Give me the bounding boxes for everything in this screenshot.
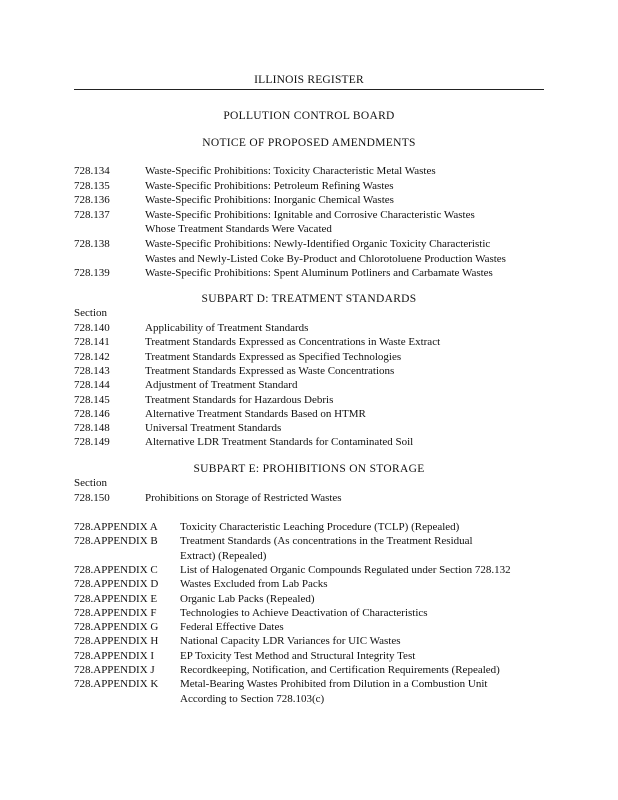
section-entry-title: Wastes and Newly-Listed Coke By-Product and Chlorotoluene Production Wastes	[145, 252, 506, 265]
section-entry-number: 728.134	[74, 165, 110, 177]
appendix-entry-title: Treatment Standards (As concentrations in the Treatment Residual	[180, 535, 473, 548]
section-entry-title: Waste-Specific Prohibitions: Spent Aluminum Potliners and Carbamate Wastes	[145, 267, 493, 280]
appendix-entry-title: According to Section 728.103(c)	[180, 692, 325, 705]
section-entry-number: 728.144	[74, 379, 110, 392]
section-entry-title: Waste-Specific Prohibitions: Newly-Identified Organic Toxicity Characteristic	[145, 238, 491, 250]
section-entry-number: 728.149	[74, 436, 110, 449]
section-entry-number: 728.137	[74, 208, 110, 221]
section-entry-title: Prohibitions on Storage of Restricted Wastes	[145, 492, 342, 504]
section-entry-number: 728.143	[74, 364, 110, 377]
appendix-entry-number: 728.APPENDIX I	[74, 649, 155, 662]
appendix-entry-number: 728.APPENDIX E	[74, 592, 158, 605]
section-entry-number: 728.135	[74, 179, 110, 192]
subpart-d-title: SUBPART D: TREATMENT STANDARDS	[201, 293, 417, 305]
section-entry-number: 728.142	[74, 350, 110, 363]
board-title: POLLUTION CONTROL BOARD	[223, 110, 395, 122]
appendix-entry-title: Organic Lab Packs (Repealed)	[180, 592, 315, 605]
section-entry-number: 728.139	[74, 267, 110, 280]
section-entry-number: 728.150	[74, 492, 110, 504]
section-entry-title: Treatment Standards Expressed as Specified Technologies	[145, 350, 402, 363]
section-entry-title: Waste-Specific Prohibitions: Toxicity Characteristic Metal Wastes	[145, 165, 436, 177]
appendix-entry-number: 728.APPENDIX F	[74, 606, 157, 619]
section-entry-title: Waste-Specific Prohibitions: Ignitable and Corrosive Characteristic Wastes	[145, 208, 475, 221]
section-entry-number: 728.136	[74, 194, 110, 207]
appendix-entry-number: 728.APPENDIX C	[74, 563, 158, 576]
appendix-entry-number: 728.APPENDIX J	[74, 664, 155, 676]
appendix-entry-number: 728.APPENDIX A	[74, 521, 158, 533]
appendix-entry-number: 728.APPENDIX K	[74, 678, 159, 691]
section-entry-title: Applicability of Treatment Standards	[145, 322, 309, 334]
section-entry-number: 728.141	[74, 336, 110, 349]
appendix-entry-number: 728.APPENDIX H	[74, 635, 159, 648]
appendix-entry-title: Metal-Bearing Wastes Prohibited from Dilution in a Combustion Unit	[180, 678, 488, 691]
section-entry-number: 728.145	[74, 393, 110, 406]
section-entry-title: Waste-Specific Prohibitions: Inorganic Chemical Wastes	[145, 194, 394, 207]
appendix-entry-title: EP Toxicity Test Method and Structural Integrity Test	[180, 649, 416, 662]
appendix-entry-number: 728.APPENDIX B	[74, 535, 158, 548]
subpart-e-title: SUBPART E: PROHIBITIONS ON STORAGE	[193, 463, 425, 475]
appendix-entry-title: Technologies to Achieve Deactivation of Characteristics	[180, 606, 428, 619]
appendix-entry-number: 728.APPENDIX D	[74, 578, 159, 591]
appendix-entry-title: Federal Effective Dates	[180, 621, 284, 634]
appendix-entry-title: List of Halogenated Organic Compounds Regulated under Section 728.132	[180, 563, 511, 576]
section-entry-title: Treatment Standards Expressed as Waste Concentrations	[145, 364, 395, 377]
section-label-e: Section	[74, 477, 107, 489]
section-entry-number: 728.138	[74, 238, 110, 250]
header-rule	[74, 89, 544, 90]
section-entry-number: 728.140	[74, 322, 110, 334]
section-label-d: Section	[74, 307, 107, 319]
appendix-entry-title: Toxicity Characteristic Leaching Procedure (TCLP) (Repealed)	[180, 521, 460, 533]
appendix-entry-title: Extract) (Repealed)	[180, 549, 267, 562]
section-entry-title: Treatment Standards for Hazardous Debris	[145, 393, 334, 406]
appendix-entry-title: Wastes Excluded from Lab Packs	[180, 578, 328, 591]
appendix-entry-title: Recordkeeping, Notification, and Certification Requirements (Repealed)	[180, 664, 500, 676]
section-entry-title: Alternative LDR Treatment Standards for Contaminated Soil	[145, 436, 414, 449]
notice-title: NOTICE OF PROPOSED AMENDMENTS	[202, 137, 416, 149]
section-entry-number: 728.148	[74, 422, 110, 435]
section-entry-title: Universal Treatment Standards	[145, 422, 282, 435]
section-entry-title: Waste-Specific Prohibitions: Petroleum Refining Wastes	[145, 179, 394, 192]
section-entry-title: Alternative Treatment Standards Based on HTMR	[145, 407, 366, 420]
appendix-entry-title: National Capacity LDR Variances for UIC Wastes	[180, 635, 401, 648]
section-entry-title: Whose Treatment Standards Were Vacated	[145, 223, 332, 236]
section-entry-number: 728.146	[74, 407, 110, 420]
appendix-entry-number: 728.APPENDIX G	[74, 621, 159, 634]
section-entry-title: Treatment Standards Expressed as Concentrations in Waste Extract	[145, 336, 441, 349]
section-entry-title: Adjustment of Treatment Standard	[145, 379, 298, 392]
register-title: ILLINOIS REGISTER	[254, 74, 364, 86]
